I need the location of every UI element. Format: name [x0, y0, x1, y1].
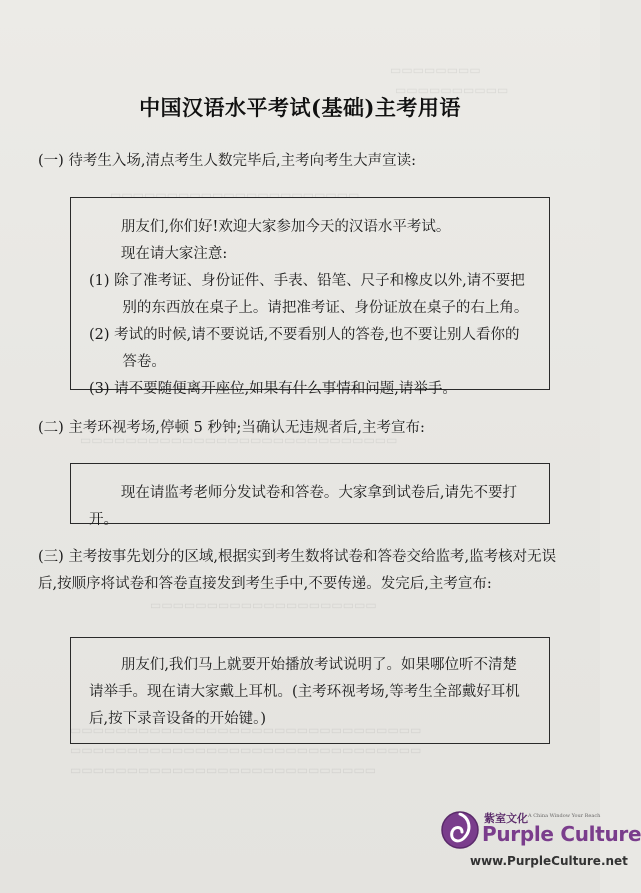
purple-culture-logo-icon — [440, 808, 480, 852]
rule-item-1: (1) 除了准考证、身份证件、手表、铅笔、尺子和橡皮以外,请不要把别的东西放在桌子上。请把准考证、身份证放在桌子的右上角。 — [89, 273, 529, 316]
bleed-through-mark: ▭▭▭▭▭▭▭▭▭▭ — [395, 83, 509, 97]
rule-item-3: (3) 请不要随便离开座位,如果有什么事情和问题,请举手。 — [89, 381, 457, 397]
section-1-intro: (一) 待考生入场,清点考生人数完毕后,主考向考生大声宣读: — [38, 153, 417, 169]
section-2-intro: (二) 主考环视考场,停顿 5 秒钟;当确认无违规者后,主考宣布: — [38, 420, 425, 436]
bleed-through-mark: ▭▭▭▭▭▭▭▭▭▭▭▭▭▭▭▭▭▭▭▭ — [150, 598, 377, 612]
section-2-announcement: 现在请监考老师分发试卷和答卷。大家拿到试卷后,请先不要打开。 — [89, 485, 517, 528]
purple-culture-watermark — [440, 808, 641, 878]
watermark-url: www.PurpleCulture.net — [470, 854, 628, 868]
bleed-through-mark: ▭▭▭▭▭▭▭▭▭▭▭▭▭▭▭▭▭▭▭▭▭▭ — [110, 188, 360, 202]
bleed-through-mark: ▭▭▭▭▭▭▭▭▭▭▭▭▭▭▭▭▭▭▭▭▭▭▭▭▭▭▭▭ — [80, 433, 398, 447]
section-3-box — [70, 637, 550, 744]
section-3-announcement: 朋友们,我们马上就要开始播放考试说明了。如果哪位听不清楚请举手。现在请大家戴上耳机。(主考环视考场,等考生全部戴好耳机后,按下录音设备的开始键。) — [89, 657, 520, 727]
bleed-through-mark: ▭▭▭▭▭▭▭▭▭▭▭▭▭▭▭▭▭▭▭▭▭▭▭▭▭▭▭ — [70, 763, 377, 777]
page-title: 中国汉语水平考试(基础)主考用语 — [139, 95, 461, 120]
rule-item-2: (2) 考试的时候,请不要说话,不要看别人的答卷,也不要让别人看你的答卷。 — [89, 327, 520, 370]
watermark-chinese-name: 紫室文化 — [484, 812, 528, 825]
section-1-box — [70, 197, 550, 397]
section-2-box — [70, 463, 550, 528]
greeting-text: 朋友们,你们好!欢迎大家参加今天的汉语水平考试。 — [120, 219, 451, 235]
attention-text: 现在请大家注意: — [120, 246, 228, 262]
bleed-through-mark: ▭▭▭▭▭▭▭▭▭▭▭▭▭▭▭▭▭▭▭▭▭▭▭▭▭▭▭▭▭▭▭ — [70, 723, 422, 737]
watermark-tagline: A China Window Your Reach — [528, 813, 601, 819]
section-3-intro: (三) 主考按事先划分的区域,根据实到考生数将试卷和答卷交给监考,监考核对无误后,按顺序将试卷和答卷直接发到考生手中,不要传递。发完后,主考宣布: — [38, 549, 557, 592]
bleed-through-mark: ▭▭▭▭▭▭▭▭ — [390, 63, 481, 77]
watermark-brand-name: Purple Culture — [482, 822, 641, 846]
bleed-through-mark: ▭▭▭▭▭▭▭▭▭▭▭▭▭▭▭▭▭▭▭▭▭▭▭▭▭▭▭▭▭▭▭ — [70, 743, 422, 757]
